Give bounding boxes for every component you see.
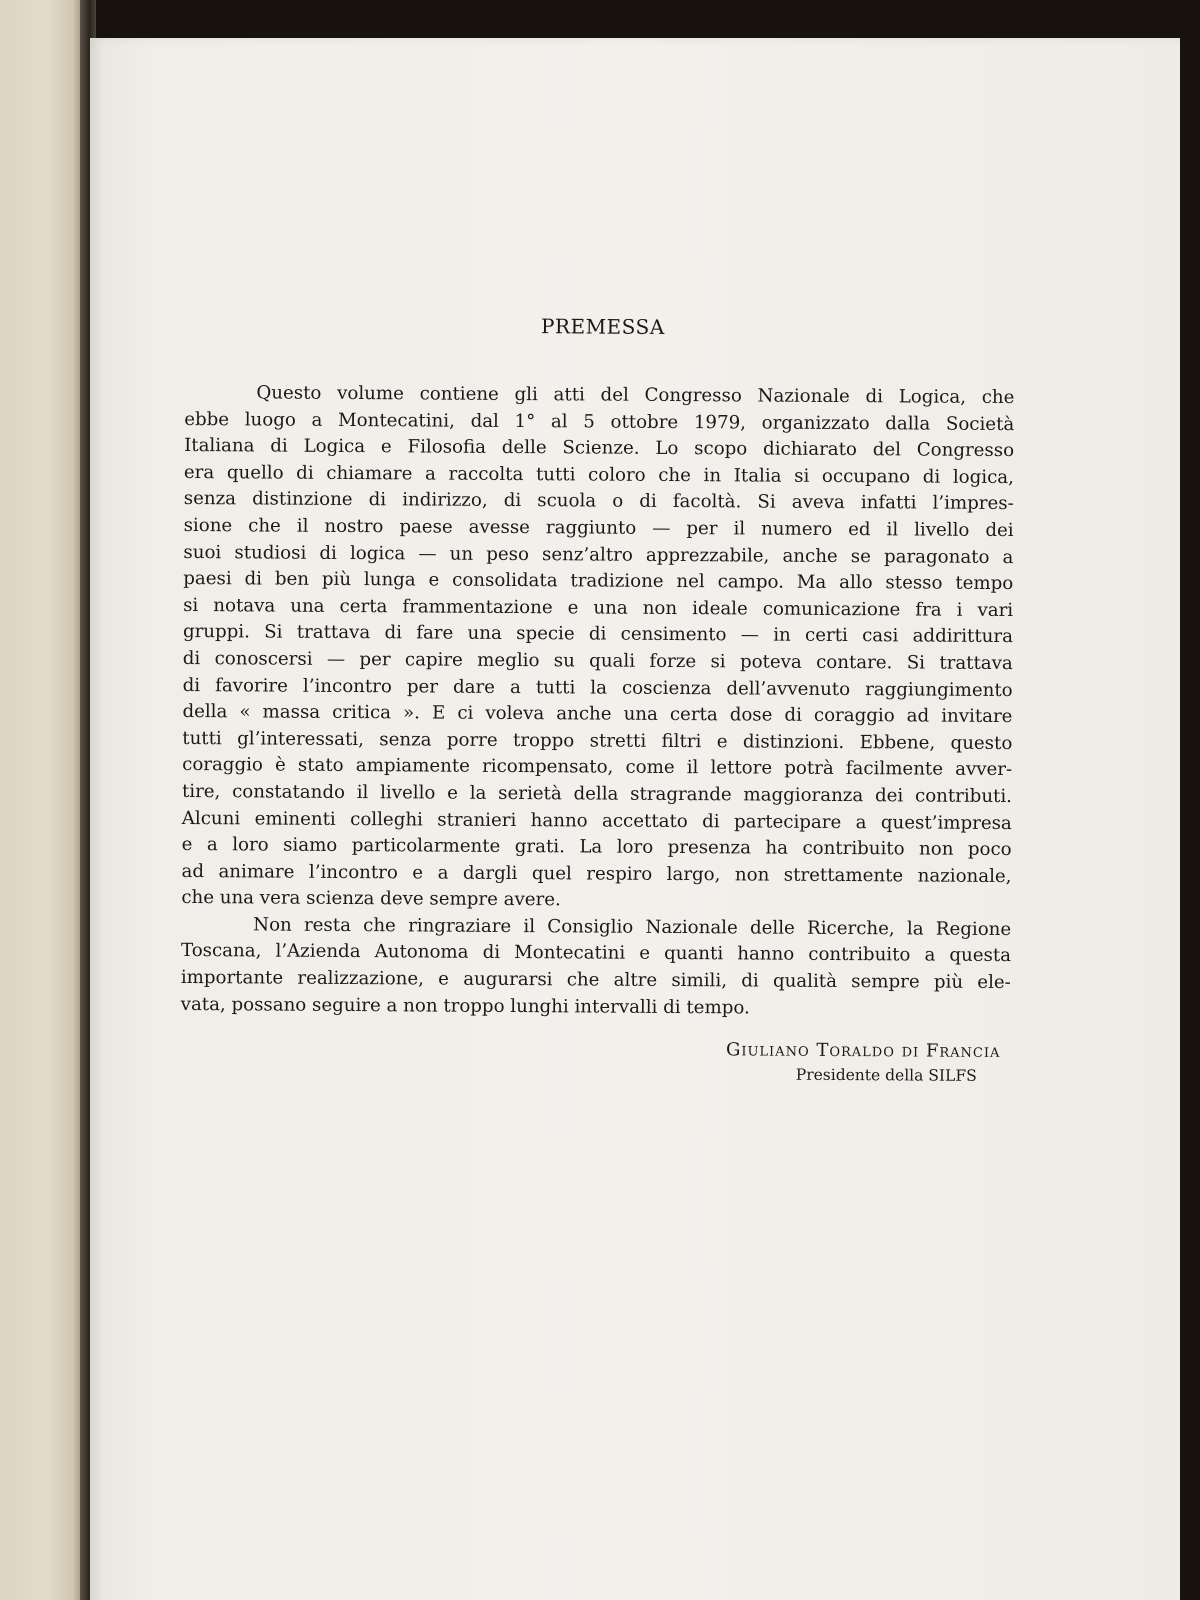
text-line: e a loro siamo particolarmente grati. La loro presenza ha contribuito non poco: [181, 834, 1012, 861]
text-line: Toscana, l’Azienda Autonoma di Montecatini e quanti hanno contribuito a questa: [180, 940, 1012, 967]
text-line: della « massa critica ». E ci voleva anche una certa dose di coraggio ad invitare: [182, 701, 1013, 728]
text-line: ad animare l’incontro e a dargli quel respiro largo, non strettamente nazionale,: [181, 860, 1012, 887]
text-line: tutti gl’interessati, senza porre troppo stretti filtri e distinzioni. Ebbene, questo: [182, 727, 1013, 754]
text-line: vata, possano seguire a non troppo lunghi intervalli di tempo.: [180, 993, 750, 1019]
page-title: PREMESSA: [540, 314, 665, 339]
text-line: senza distinzione di indirizzo, di scuola o di facoltà. Si aveva infatti l’impres-: [183, 488, 1014, 515]
text-line: si notava una certa frammentazione e una non ideale comunicazione fra i vari: [183, 594, 1014, 621]
text-line: Alcuni eminenti colleghi stranieri hanno accettato di partecipare a quest’impresa: [181, 807, 1012, 834]
text-line: gruppi. Si trattava di fare una specie di censimento — in certi casi addirittura: [182, 621, 1014, 648]
signature-role: Presidente della SILFS: [795, 1065, 977, 1086]
signature-block: [726, 1038, 1001, 1088]
text-line: tire, constatando il livello e la serietà della stragrande maggioranza dei contributi.: [181, 780, 1013, 807]
text-line: paesi di ben più lunga e consolidata tradizione nel campo. Ma allo stesso tempo: [183, 568, 1014, 595]
text-line: coraggio è stato ampiamente ricompensato, come il lettore potrà facilmente avver-: [182, 754, 1013, 781]
text-line: di favorire l’incontro per dare a tutti la coscienza dell’avvenuto raggiungimento: [182, 674, 1013, 701]
text-line: Italiana di Logica e Filosofia delle Scienze. Lo scopo dichiarato del Congresso: [184, 435, 1015, 462]
left-page-edge: [0, 0, 86, 1600]
text-line: Questo volume contiene gli atti del Congresso Nazionale di Logica, che: [256, 382, 1015, 409]
text-line: importante realizzazione, e augurarsi che altre simili, di qualità sempre più ele-: [180, 967, 1011, 994]
paragraph-2: [181, 912, 1012, 1023]
text-line: ebbe luogo a Montecatini, dal 1° al 5 ottobre 1979, organizzato dalla Società: [184, 408, 1015, 435]
text-line: Non resta che ringraziare il Consiglio Nazionale delle Ricerche, la Regione: [253, 914, 1012, 940]
text-line: di conoscersi — per capire meglio su quali forze si poteva contare. Si trattava: [182, 647, 1013, 675]
text-line: suoi studiosi di logica — un peso senz’altro apprezzabile, anche se paragonato a: [183, 541, 1014, 568]
text-line: sione che il nostro paese avesse raggiunto — per il numero ed il livello dei: [183, 514, 1014, 542]
signature-name: Giuliano Toraldo di Francia: [725, 1039, 1001, 1063]
text-line: che una vera scienza deve sempre avere.: [181, 887, 561, 911]
text-line: era quello di chiamare a raccolta tutti coloro che in Italia si occupano di logica,: [183, 461, 1014, 488]
paragraph-1: [181, 380, 1014, 917]
preface-text-block: [180, 300, 1015, 1086]
